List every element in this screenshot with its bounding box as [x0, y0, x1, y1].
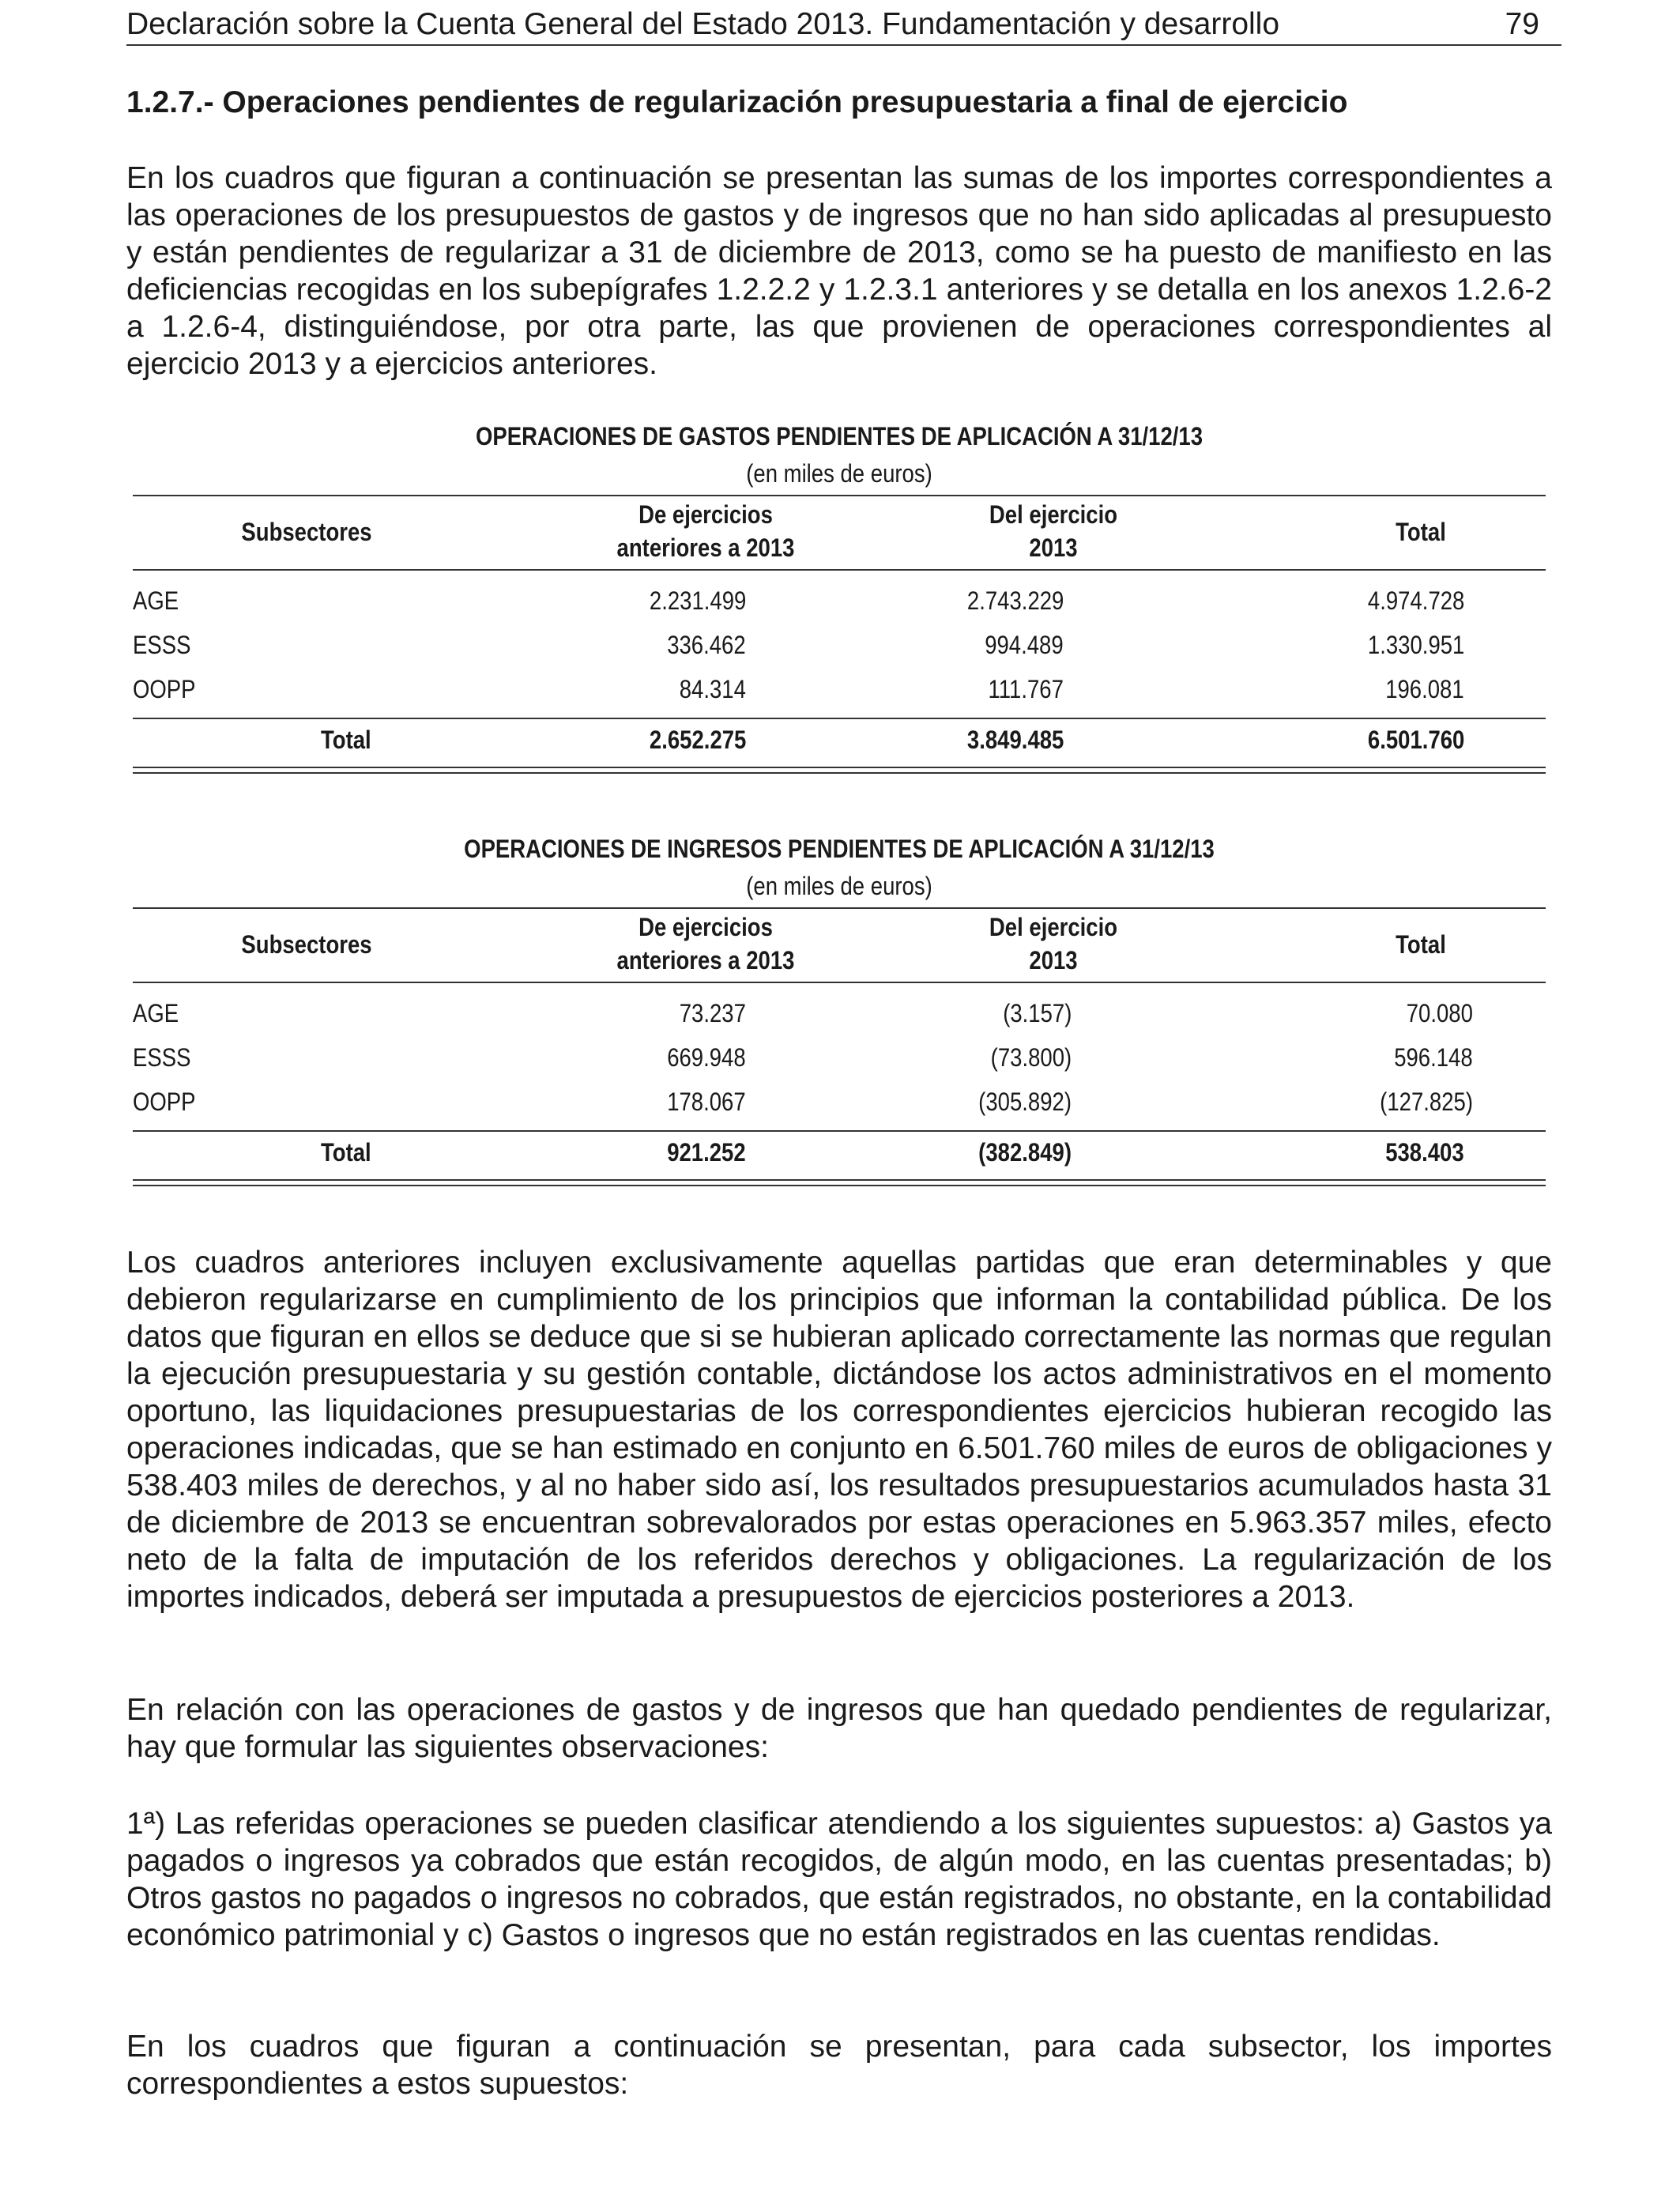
- table-caption: OPERACIONES DE GASTOS PENDIENTES DE APLICACIÓN A 31/12/13: [475, 422, 1203, 450]
- cell-total-label: Total: [321, 726, 371, 754]
- cell-total-label: Total: [321, 1138, 371, 1167]
- col-anteriores-line1: De ejercicios: [638, 500, 773, 529]
- page-header: [126, 5, 1561, 46]
- cell-anteriores: 336.462: [667, 631, 746, 659]
- table-caption: OPERACIONES DE INGRESOS PENDIENTES DE APLICACIÓN A 31/12/13: [464, 835, 1215, 863]
- page-number: 79: [1505, 7, 1539, 41]
- cell-ejercicio: (3.157): [1002, 999, 1072, 1027]
- cell-anteriores: 73.237: [679, 999, 746, 1027]
- cell-ejercicio: 994.489: [985, 631, 1064, 659]
- col-subsectores: Subsectores: [241, 518, 372, 546]
- cell-subsector: ESSS: [133, 1043, 191, 1072]
- col-anteriores-line2: anteriores a 2013: [616, 946, 795, 974]
- cell-total: 196.081: [1385, 675, 1464, 703]
- table-row: [133, 669, 1546, 713]
- col-anteriores-line2: anteriores a 2013: [616, 533, 795, 562]
- intro-paragraph: En los cuadros que figuran a continuación se presentan las sumas de los importes correspondientes a las operaciones de los presupuestos de gastos y de ingresos que no han sido aplicadas al presupuesto y están pendientes de regularizar a 31 de diciembre de 2013, como se ha puesto de manifiesto en las deficiencias recogidas en los subepígrafes 1.2.2.2 y 1.2.3.1 anteriores y se detalla en los anexos 1.2.6-2 a 1.2.6-4, distinguiéndose, por otra parte, las que provienen de operaciones correspondientes al ejercicio 2013 y a ejercicios anteriores.: [126, 161, 1552, 381]
- table-row: [133, 1081, 1546, 1125]
- paragraph-cuadros: En los cuadros que figuran a continuación se presentan, para cada subsector, los importes correspondientes a estos supuestos:: [126, 2030, 1552, 2101]
- cell-anteriores: 921.252: [667, 1138, 746, 1167]
- cell-total: 1.330.951: [1367, 631, 1464, 659]
- cell-ejercicio: (73.800): [990, 1043, 1072, 1072]
- table-total-row: [133, 1132, 1546, 1179]
- col-ejercicio-line2: 2013: [1029, 533, 1078, 562]
- cell-ejercicio: (305.892): [978, 1088, 1072, 1116]
- header-title: Declaración sobre la Cuenta General del Estado 2013. Fundamentación y desarrollo: [126, 7, 1280, 41]
- table-row: [133, 580, 1546, 624]
- cell-subsector: AGE: [133, 999, 179, 1027]
- col-subsectores: Subsectores: [241, 930, 372, 959]
- paragraph-observaciones: En relación con las operaciones de gastos y de ingresos que han quedado pendientes de regularizar, hay que formular las siguientes observaciones:: [126, 1693, 1552, 1764]
- col-anteriores-line1: De ejercicios: [638, 913, 773, 941]
- cell-anteriores: 2.231.499: [649, 586, 746, 615]
- cell-ejercicio: 2.743.229: [966, 586, 1064, 615]
- cell-subsector: OOPP: [133, 675, 196, 703]
- table-subcaption: (en miles de euros): [746, 459, 932, 488]
- cell-subsector: OOPP: [133, 1088, 196, 1116]
- col-ejercicio-line1: Del ejercicio: [989, 500, 1118, 529]
- cell-anteriores: 178.067: [667, 1088, 746, 1116]
- col-total: Total: [1396, 518, 1446, 546]
- table-row: [133, 624, 1546, 669]
- table-ingresos: [133, 835, 1546, 1186]
- table-subcaption: (en miles de euros): [746, 872, 932, 900]
- cell-anteriores: 669.948: [667, 1043, 746, 1072]
- cell-ejercicio: (382.849): [978, 1138, 1072, 1167]
- cell-total: 70.080: [1406, 999, 1473, 1027]
- table-row: [133, 993, 1546, 1037]
- cell-total: 596.148: [1394, 1043, 1473, 1072]
- col-ejercicio-line2: 2013: [1029, 946, 1078, 974]
- paragraph-supuestos: 1ª) Las referidas operaciones se pueden clasificar atendiendo a los siguientes supuestos: a) Gastos ya pagados o ingresos ya cobrados que están recogidos, de algún modo, en las cuentas presentadas; b) Otros gastos no pagados o ingresos no cobrados, que están registrados, no obstante, en la contabilidad económico patrimonial y c) Gastos o ingresos que no están registrados en las cuentas rendidas.: [126, 1807, 1552, 1952]
- cell-ejercicio: 111.767: [988, 675, 1064, 703]
- cell-subsector: AGE: [133, 586, 179, 615]
- col-ejercicio-line1: Del ejercicio: [989, 913, 1118, 941]
- table-gastos: [133, 422, 1546, 774]
- table-row: [133, 1037, 1546, 1081]
- cell-anteriores: 84.314: [679, 675, 746, 703]
- cell-total: 538.403: [1385, 1138, 1464, 1167]
- cell-anteriores: 2.652.275: [649, 726, 746, 754]
- col-total: Total: [1396, 930, 1446, 959]
- table-total-row: [133, 719, 1546, 767]
- cell-total: 4.974.728: [1367, 586, 1464, 615]
- cell-ejercicio: 3.849.485: [966, 726, 1064, 754]
- paragraph-conclusion: Los cuadros anteriores incluyen exclusivamente aquellas partidas que eran determinables y que debieron regularizarse en cumplimiento de los principios que informan la contabilidad pública. De los datos que figuran en ellos se deduce que si se hubieran aplicado correctamente las normas que regulan la ejecución presupuestaria y su gestión contable, dictándose los actos administrativos en el momento oportuno, las liquidaciones presupuestarias de los correspondientes ejercicios hubieran recogido las operaciones indicadas, que se han estimado en conjunto en 6.501.760 miles de euros de obligaciones y 538.403 miles de derechos, y al no haber sido así, los resultados presupuestarios acumulados hasta 31 de diciembre de 2013 se encuentran sobrevalorados por estas operaciones en 5.963.357 miles, efecto neto de la falta de imputación de los referidos derechos y obligaciones. La regularización de los importes indicados, deberá ser imputada a presupuestos de ejercicios posteriores a 2013.: [126, 1246, 1552, 1614]
- cell-total: 6.501.760: [1367, 726, 1464, 754]
- section-title: 1.2.7.- Operaciones pendientes de regularización presupuestaria a final de ejercicio: [126, 85, 1348, 119]
- table-header: [133, 496, 1546, 569]
- cell-subsector: ESSS: [133, 631, 191, 659]
- table-header: [133, 909, 1546, 982]
- cell-total: (127.825): [1380, 1088, 1473, 1116]
